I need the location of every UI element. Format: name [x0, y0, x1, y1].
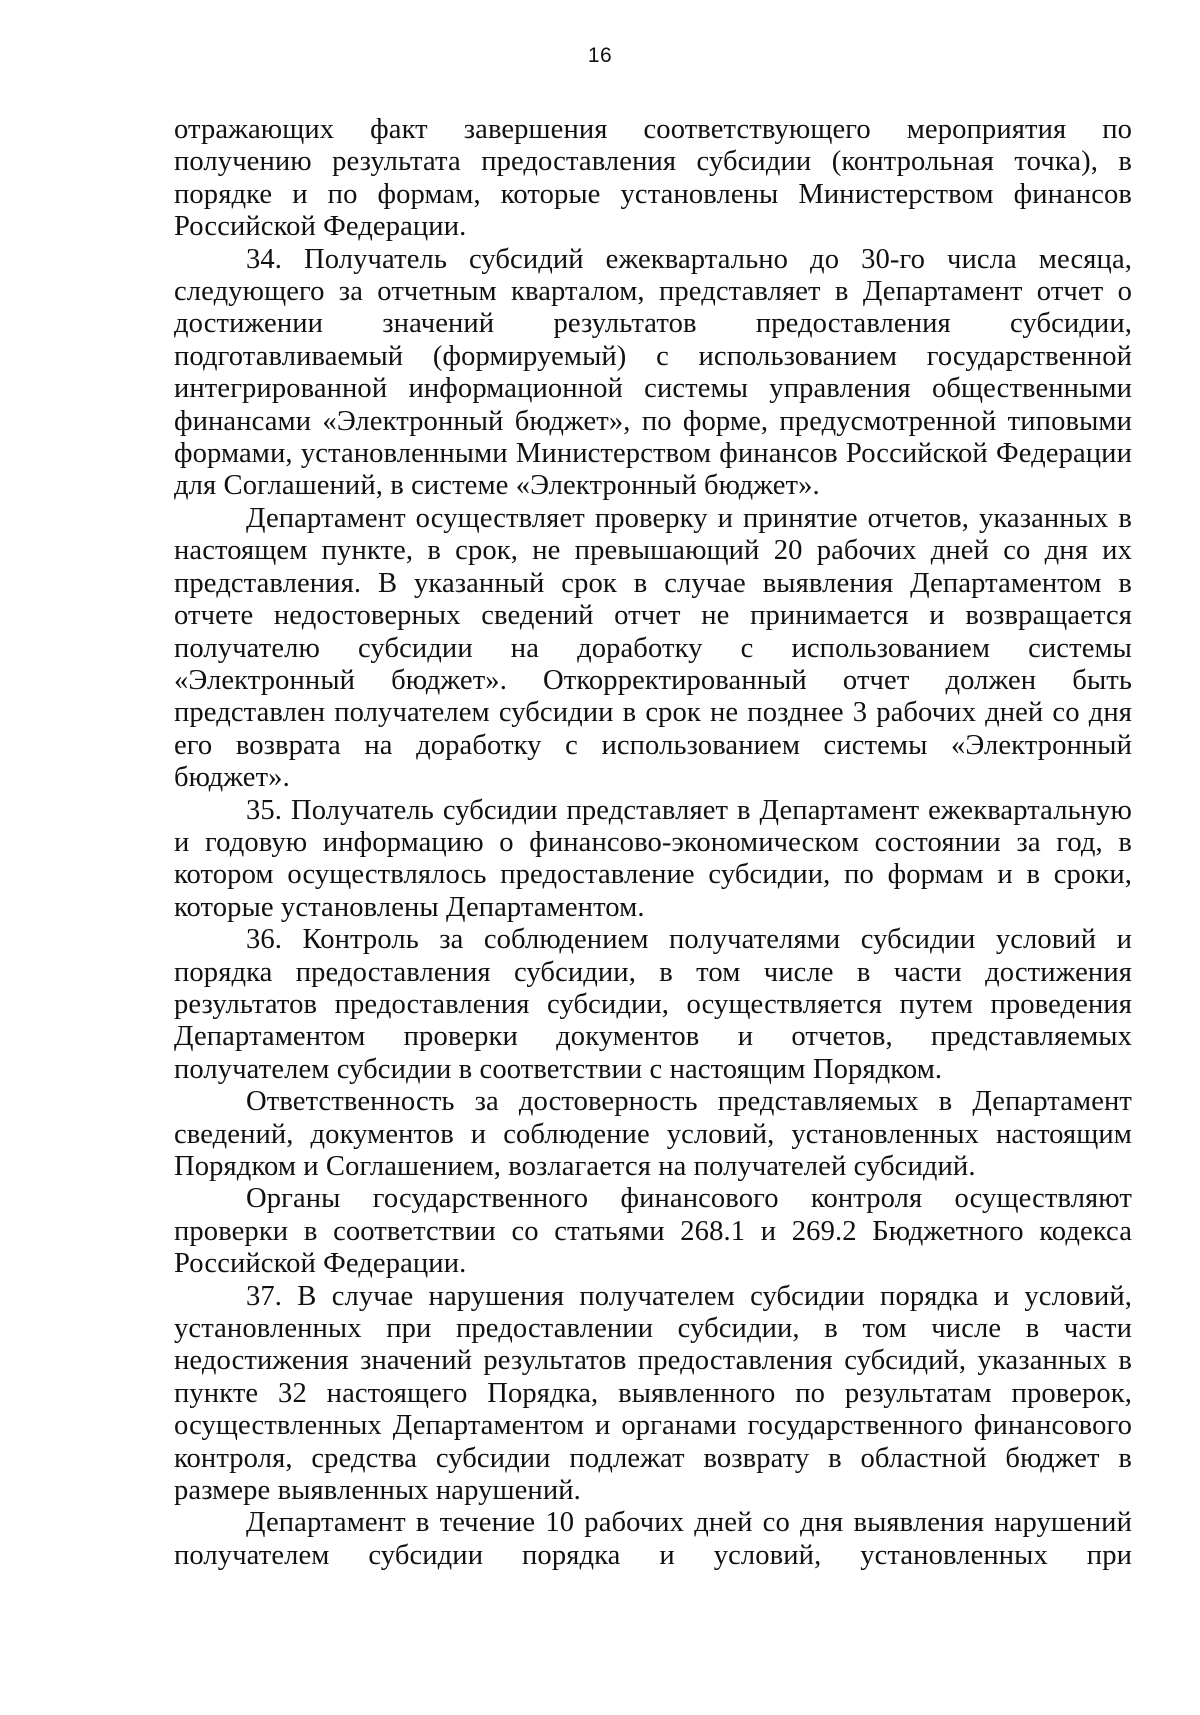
paragraph-financial-control: Органы государственного финансового контроля осуществляют проверки в соответствии со статьями 268.1 и 269.2 Бюджетного кодекса Российской Федерации.: [174, 1183, 1132, 1280]
paragraph-continuation: отражающих факт завершения соответствующего мероприятия по получению результата предоставления субсидии (контрольная точка), в порядке и по формам, которые установлены Министерством финансов Российской Федерации.: [174, 114, 1132, 243]
paragraph-item-35: 35. Получатель субсидии представляет в Департамент ежеквартальную и годовую информацию о финансово-экономическом состоянии за год, в котором осуществлялось предоставление субсидии, по формам и в сроки, которые установлены Департаментом.: [174, 794, 1132, 923]
paragraph-item-34: 34. Получатель субсидий ежеквартально до 30-го числа месяца, следующего за отчетным кварталом, представляет в Департамент отчет о достижении значений результатов предоставления субсидии, подготавливаемый (формируемый) с использованием государственной интегрированной информационной системы управления общественными финансами «Электронный бюджет», по форме, предусмотренной типовыми формами, установленными Министерством финансов Российской Федерации для Соглашений, в системе «Электронный бюджет».: [174, 243, 1132, 502]
document-body: [174, 114, 1132, 1572]
paragraph-violation-deadline: Департамент в течение 10 рабочих дней со дня выявления нарушений получателем субсидии порядка и условий, установленных при: [174, 1507, 1132, 1571]
paragraph-item-36: 36. Контроль за соблюдением получателями субсидии условий и порядка предоставления субсидии, в том числе в части достижения результатов предоставления субсидии, осуществляется путем проведения Департаментом проверки документов и отчетов, представляемых получателем субсидии в соответствии с настоящим Порядком.: [174, 924, 1132, 1085]
paragraph-responsibility: Ответственность за достоверность представляемых в Департамент сведений, документов и соблюдение условий, установленных настоящим Порядком и Соглашением, возлагается на получателей субсидий.: [174, 1086, 1132, 1182]
paragraph-report-verification: Департамент осуществляет проверку и принятие отчетов, указанных в настоящем пункте, в срок, не превышающий 20 рабочих дней со дня их представления. В указанный срок в случае выявления Департаментом в отчете недостоверных сведений отчет не принимается и возвращается получателю субсидии на доработку с использованием системы «Электронный бюджет». Откорректированный отчет должен быть представлен получателем субсидии в срок не позднее 3 рабочих дней со дня его возврата на доработку с использованием системы «Электронный бюджет».: [174, 502, 1132, 794]
page-number: 16: [587, 44, 613, 67]
paragraph-item-37: 37. В случае нарушения получателем субсидии порядка и условий, установленных при предоставлении субсидии, в том числе в части недостижения значений результатов предоставления субсидий, указанных в пункте 32 настоящего Порядка, выявленного по результатам проверок, осуществленных Департаментом и органами государственного финансового контроля, средства субсидии подлежат возврату в областной бюджет в размере выявленных нарушений.: [174, 1280, 1132, 1507]
